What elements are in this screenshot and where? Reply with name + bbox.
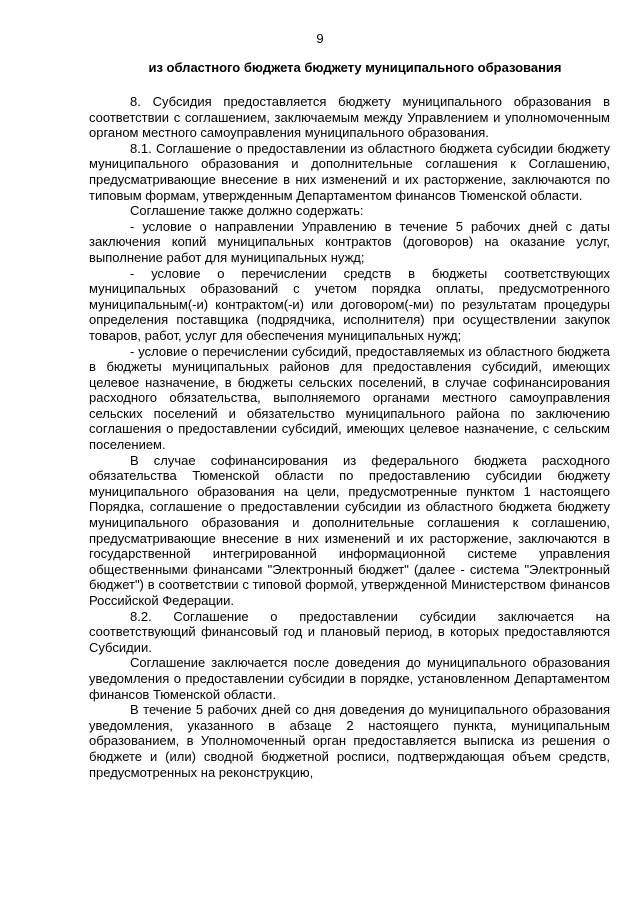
list-item-condition-transfer: - условие о перечислении средств в бюджеты соответствующих муниципальных образований с учетом порядка оплаты, предусмотренного муниципальным(-и) контрактом(-и) или договором(-ми) по результатам процедуры определения поставщика (подрядчика, исполнителя) при осуществлении закупок товаров, работ, услуг для обеспечения муниципальных нужд; bbox=[89, 265, 610, 343]
paragraph-agreement-conclusion: Соглашение заключается после доведения до муниципального образования уведомления о предоставлении субсидии в порядке, установленном Департаментом финансов Тюменской области. bbox=[89, 655, 610, 702]
paragraph-8-1: 8.1. Соглашение о предоставлении из областного бюджета субсидии бюджету муниципального образования и дополнительные соглашения к Соглашению, предусматривающие внесение в них изменений и их расторжение, заключаются по типовым формам, утвержденным Департаментом финансов Тюменской области. bbox=[89, 140, 610, 203]
section-heading: из областного бюджета бюджету муниципального образования bbox=[148, 60, 562, 75]
page-number: 9 bbox=[316, 31, 324, 46]
paragraph-8: 8. Субсидия предоставляется бюджету муниципального образования в соответствии с соглашением, заключаемым между Управлением и уполномоченным органом местного самоуправления муниципального образования. bbox=[89, 94, 610, 141]
paragraph-five-days: В течение 5 рабочих дней со дня доведения до муниципального образования уведомления, указанного в абзаце 2 настоящего пункта, муниципальным образованием, в Уполномоченный орган предоставляется выписка из решения о бюджете и (или) сводной бюджетной росписи, подтверждающая объем средств, предусмотренных на реконструкцию, bbox=[89, 702, 610, 780]
paragraph-agreement-contents: Соглашение также должно содержать: bbox=[130, 203, 364, 219]
list-item-condition-contracts: - условие о направлении Управлению в течение 5 рабочих дней с даты заключения копий муниципальных контрактов (договоров) на оказание услуг, выполнение работ для муниципальных нужд; bbox=[89, 218, 610, 265]
paragraph-8-2: 8.2. Соглашение о предоставлении субсидии заключается на соответствующий финансовый год и плановый период, в которых предоставляются Субсидии. bbox=[89, 608, 610, 655]
list-item-condition-subsidies: - условие о перечислении субсидий, предоставляемых из областного бюджета в бюджеты муниципальных районов для предоставления субсидий, имеющих целевое назначение, в бюджеты сельских поселений, в случае софинансирования расходного обязательства, выполняемого органами местного самоуправления сельских поселений и обязательство муниципального района по заключению соглашения о предоставлении субсидий, имеющих целевое назначение, с сельским поселением. bbox=[89, 343, 610, 453]
paragraph-federal-cofinancing: В случае софинансирования из федерального бюджета расходного обязательства Тюменской области по предоставлению субсидии бюджету муниципального образования на цели, предусмотренные пунктом 1 настоящего Порядка, соглашение о предоставлении субсидии из областного бюджета бюджету муниципального образования и дополнительные соглашения к соглашению, предусматривающие внесение в них изменений и их расторжение, заключаются в государственной интегрированной информационной системе управления общественными финансами "Электронный бюджет" (далее - система "Электронный бюджет") в соответствии с типовой формой, утвержденной Министерством финансов Российской Федерации. bbox=[89, 452, 610, 608]
document-body bbox=[89, 94, 610, 780]
